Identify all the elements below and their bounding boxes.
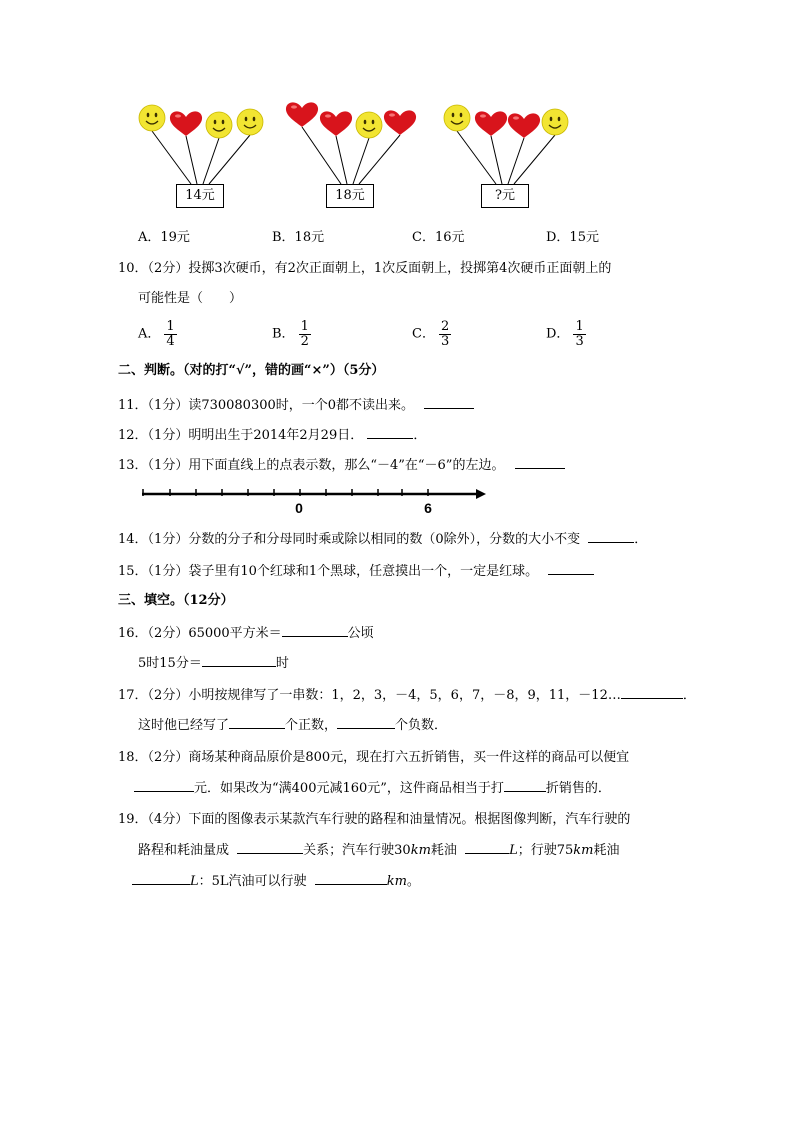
numerator: 1 [166,319,175,334]
price-box-18: 18元 [326,184,374,208]
fraction [299,320,311,349]
q16-b-blank[interactable] [202,654,276,667]
number-line [140,484,490,514]
q14: 14．（1分）分数的分子和分母同时乘或除以相同的数（0除外），分数的大小不变 ． [118,532,648,547]
q13-text: 13．（1分）用下面直线上的点表示数，那么“－4”在“－6”的左边。 [118,458,505,473]
q17-negative-blank[interactable] [337,716,395,729]
q12-answer-blank[interactable] [367,426,413,439]
denominator: 4 [166,334,175,349]
q16-part-a [118,624,374,643]
q18-line2-a: 元．如果改为“满400元减160元”，这件商品相当于打 [194,781,504,796]
section-3-heading: 三、填空。（12分） [118,593,234,608]
smiley-icon [237,109,263,135]
q17-line2-b: 个正数， [285,718,338,733]
q19-line2-b: 关系；汽车行驶30 [303,843,411,858]
price-box-unknown: ?元 [481,184,529,208]
q19-distance-blank[interactable] [315,872,387,885]
denominator: 2 [300,334,309,349]
q16-b-suffix: 时 [275,656,289,671]
price-box-14: 14元 [176,184,224,208]
q18-line1: 18．（2分）商场某种商品原价是800元，现在打六五折销售，买一件这样的商品可以便宜 [118,750,630,765]
q15-text: 15．（1分）袋子里有10个红球和1个黑球，任意摸出一个，一定是红球。 [118,564,539,579]
q11-text: 11．（1分）读730080300时，一个0都不读出来。 [118,398,415,413]
q19-line2-c: 耗油 [430,843,457,858]
balloon-group [139,105,263,184]
numerator: 1 [575,319,584,334]
q9-option-d[interactable]: D．15元 [546,230,599,245]
option-letter: C． [412,326,435,342]
q17-positive-blank[interactable] [229,716,285,729]
numerator: 2 [440,319,450,334]
q19-line3-a: ：5L汽油可以行驶 [198,874,307,889]
q17-line2 [138,716,447,735]
smiley-icon [542,109,568,135]
q15-answer-blank[interactable] [548,562,594,575]
smiley-icon [139,105,165,131]
balloon-group [444,105,568,184]
smiley-icon [206,112,232,138]
q19-fuel-30km-blank[interactable] [465,841,509,854]
balloon-group [286,102,416,184]
balloon-string [302,127,341,184]
q10-stem-line1: 10．（2分）投掷3次硬币，有2次正面朝上，1次反面朝上，投掷第4次硬币正面朝上的 [118,261,612,276]
fraction [439,320,451,349]
smiley-icon [356,112,382,138]
balloon-string [353,138,369,184]
heart-icon [320,111,352,136]
heart-icon [475,111,507,136]
heart-icon [286,102,318,127]
q19-fuel-75km-blank[interactable] [132,872,190,885]
balloon-string [457,131,496,184]
unit-km: km [386,874,407,889]
balloon-string [336,136,347,184]
balloon-string [152,131,191,184]
q18-line2 [134,779,611,798]
option-letter: D． [546,326,570,342]
q13-answer-blank[interactable] [515,456,565,469]
heart-icon [170,111,202,136]
q19-line2-e: 耗油 [593,843,620,858]
q12: 12．（1分）明明出生于2014年2月29日． ． [118,428,427,443]
balloon-string [186,136,197,184]
denominator: 3 [575,334,584,349]
option-letter: B． [272,326,295,342]
number-line-label-6: 6 [424,500,432,514]
q17-line2-a: 这时他已经写了 [138,718,230,733]
balloon-string [359,135,400,184]
q10-stem-line2: 可能性是（ ） [138,291,243,306]
fraction [573,320,585,349]
q18-discount-amount-blank[interactable] [134,779,194,792]
q16-a-prefix: 16．（2分）65000平方米＝ [118,626,282,641]
balloon-string [491,136,502,184]
q10-option-c[interactable] [412,320,451,349]
smiley-icon [444,105,470,131]
q10-option-d[interactable] [546,320,586,349]
q19-line2 [138,841,620,860]
q18-line2-b: 折销售的． [545,781,611,796]
q19-line3: L：5L汽油可以行驶 km。 [132,872,420,891]
section-2-heading: 二、判断。（对的打“√”，错的画“×”）（5分） [118,363,385,378]
denominator: 3 [440,334,450,349]
fraction [164,320,176,349]
q11-answer-blank[interactable] [424,396,474,409]
heart-icon [384,110,416,135]
q9-option-b[interactable]: B．18元 [272,230,325,245]
q19-line1: 19．（4分）下面的图像表示某款汽车行驶的路程和油量情况。根据图像判断，汽车行驶的 [118,812,631,827]
q10-option-a[interactable] [138,320,177,349]
q14-answer-blank[interactable] [588,530,634,543]
q16-a-blank[interactable] [282,624,348,637]
unit-km: km [573,843,594,858]
q16-a-suffix: 公顷 [347,626,374,641]
option-letter: A． [138,326,161,342]
numerator: 1 [300,319,309,334]
q19-line2-a: 路程和耗油量成 [138,843,230,858]
heart-icon [508,113,540,138]
q16-b-prefix: 5时15分＝ [138,656,202,671]
unit-L: L [190,874,199,889]
balloon-string [514,135,555,184]
q18-discount-rate-blank[interactable] [504,779,546,792]
q19-relation-blank[interactable] [237,841,303,854]
q12-text: 12．（1分）明明出生于2014年2月29日． [118,428,364,443]
q13 [118,456,565,475]
unit-km: km [410,843,431,858]
q17-sequence-blank[interactable] [621,686,683,699]
q17-text: 17．（2分）小明按规律写了一串数：1，2，3，－4，5，6，7，－8，9，11，－12… [118,688,621,703]
q14-text: 14．（1分）分数的分子和分母同时乘或除以相同的数（0除外），分数的大小不变 [118,532,581,547]
balloon-string [508,138,524,184]
balloon-string [209,135,250,184]
q15 [118,562,594,581]
q19-line2-d: ；行驶75 [517,843,574,858]
balloon-string [203,138,219,184]
q16-part-b [138,654,289,673]
q17-line1: 17．（2分）小明按规律写了一串数：1，2，3，－4，5，6，7，－8，9，11，－12… ． [118,688,696,703]
q11 [118,396,474,415]
unit-L: L [509,843,518,858]
q9-option-c[interactable]: C．16元 [412,230,465,245]
number-line-label-0: 0 [295,500,303,514]
number-line-arrow [476,489,486,499]
q10-option-b[interactable] [272,320,311,349]
q9-option-a[interactable]: A．19元 [138,230,190,245]
q17-line2-c: 个负数． [395,718,448,733]
